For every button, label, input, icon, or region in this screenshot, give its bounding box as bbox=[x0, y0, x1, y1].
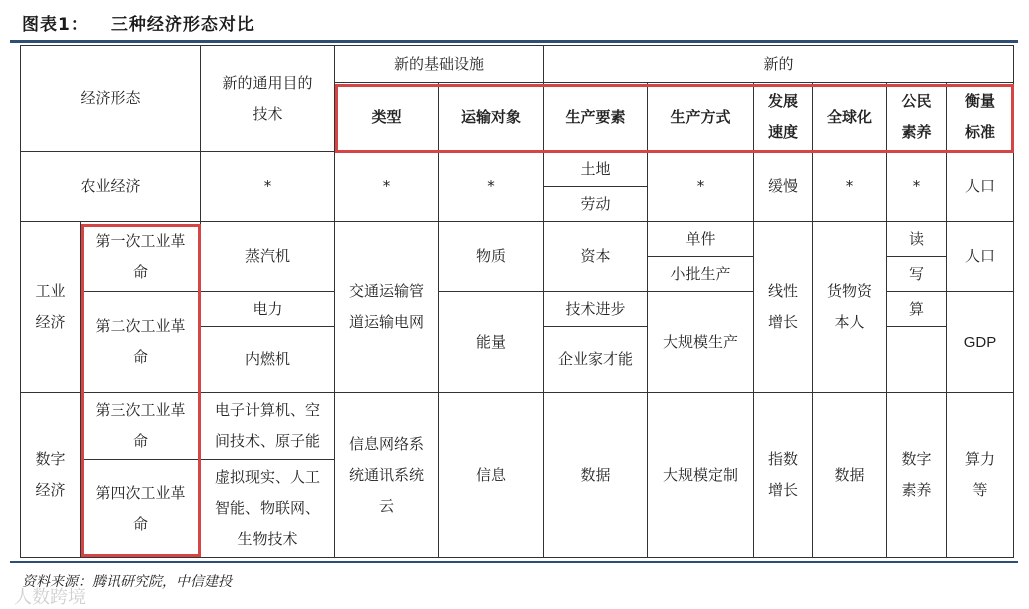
header-gpt: 新的通用目的技术 bbox=[201, 46, 335, 152]
digital-literacy: 数字素养 bbox=[887, 393, 947, 558]
figure-number: 图表1： bbox=[22, 15, 89, 35]
comparison-table bbox=[20, 45, 1014, 558]
industrial-form: 工业经济 bbox=[21, 222, 81, 393]
industrial-mode-small-batch: 小批生产 bbox=[648, 257, 754, 292]
agri-factor-labor: 劳动 bbox=[544, 187, 648, 222]
industrial-literacy-empty bbox=[887, 327, 947, 393]
industrial-global: 货物资本人 bbox=[813, 222, 887, 393]
industrial-literacy-write: 写 bbox=[887, 257, 947, 292]
digital-mode: 大规模定制 bbox=[648, 393, 754, 558]
industrial-gpt-electricity: 电力 bbox=[201, 292, 335, 327]
industrial-transport-material: 物质 bbox=[439, 222, 544, 292]
industrial-factor-capital: 资本 bbox=[544, 222, 648, 292]
header-production-factor: 生产要素 bbox=[544, 83, 648, 152]
agri-type: * bbox=[335, 152, 439, 222]
bottom-rule bbox=[10, 561, 1018, 563]
digital-type: 信息网络系统通讯系统云 bbox=[335, 393, 439, 558]
digital-global: 数据 bbox=[813, 393, 887, 558]
source-note: 资料来源：腾讯研究院，中信建投 bbox=[22, 574, 232, 590]
agri-factor-land: 土地 bbox=[544, 152, 648, 187]
industrial-transport-energy: 能量 bbox=[439, 292, 544, 393]
header-new: 新的 bbox=[544, 46, 1014, 83]
digital-speed: 指数增长 bbox=[754, 393, 813, 558]
agri-measure: 人口 bbox=[947, 152, 1014, 222]
agri-global: * bbox=[813, 152, 887, 222]
digital-measure: 算力等 bbox=[947, 393, 1014, 558]
digital-factor: 数据 bbox=[544, 393, 648, 558]
digital-revolution-3: 第三次工业革命 bbox=[81, 393, 201, 460]
digital-revolution-4: 第四次工业革命 bbox=[81, 460, 201, 558]
header-new-infrastructure: 新的基础设施 bbox=[335, 46, 544, 83]
agri-mode: * bbox=[648, 152, 754, 222]
header-economic-form: 经济形态 bbox=[21, 46, 201, 152]
figure-title bbox=[22, 10, 255, 35]
top-rule bbox=[10, 40, 1018, 43]
industrial-gpt-steam: 蒸汽机 bbox=[201, 222, 335, 292]
digital-gpt-computer: 电子计算机、空间技术、原子能 bbox=[201, 393, 335, 460]
agri-speed: 缓慢 bbox=[754, 152, 813, 222]
industrial-mode-single: 单件 bbox=[648, 222, 754, 257]
agri-literacy: * bbox=[887, 152, 947, 222]
header-development-speed: 发展速度 bbox=[754, 83, 813, 152]
header-civic-literacy: 公民素养 bbox=[887, 83, 947, 152]
header-type: 类型 bbox=[335, 83, 439, 152]
header-globalization: 全球化 bbox=[813, 83, 887, 152]
industrial-speed: 线性增长 bbox=[754, 222, 813, 393]
digital-gpt-ai: 虚拟现实、人工智能、物联网、生物技术 bbox=[201, 460, 335, 558]
agri-gpt: * bbox=[201, 152, 335, 222]
industrial-revolution-1: 第一次工业革命 bbox=[81, 222, 201, 292]
header-production-mode: 生产方式 bbox=[648, 83, 754, 152]
watermark: 人数跨境 bbox=[14, 587, 86, 608]
industrial-factor-entrepreneur: 企业家才能 bbox=[544, 327, 648, 393]
industrial-literacy-arith: 算 bbox=[887, 292, 947, 327]
industrial-literacy-read: 读 bbox=[887, 222, 947, 257]
header-transport-object: 运输对象 bbox=[439, 83, 544, 152]
industrial-mode-mass: 大规模生产 bbox=[648, 292, 754, 393]
industrial-type: 交通运输管道运输电网 bbox=[335, 222, 439, 393]
header-measure: 衡量标准 bbox=[947, 83, 1014, 152]
figure-title-text: 三种经济形态对比 bbox=[110, 15, 255, 35]
industrial-factor-technology: 技术进步 bbox=[544, 292, 648, 327]
industrial-revolution-2: 第二次工业革命 bbox=[81, 292, 201, 393]
digital-form: 数字经济 bbox=[21, 393, 81, 558]
industrial-gpt-combustion: 内燃机 bbox=[201, 327, 335, 393]
industrial-measure-gdp: GDP bbox=[947, 292, 1014, 393]
digital-transport: 信息 bbox=[439, 393, 544, 558]
agri-form: 农业经济 bbox=[21, 152, 201, 222]
agri-transport: * bbox=[439, 152, 544, 222]
industrial-measure-population: 人口 bbox=[947, 222, 1014, 292]
